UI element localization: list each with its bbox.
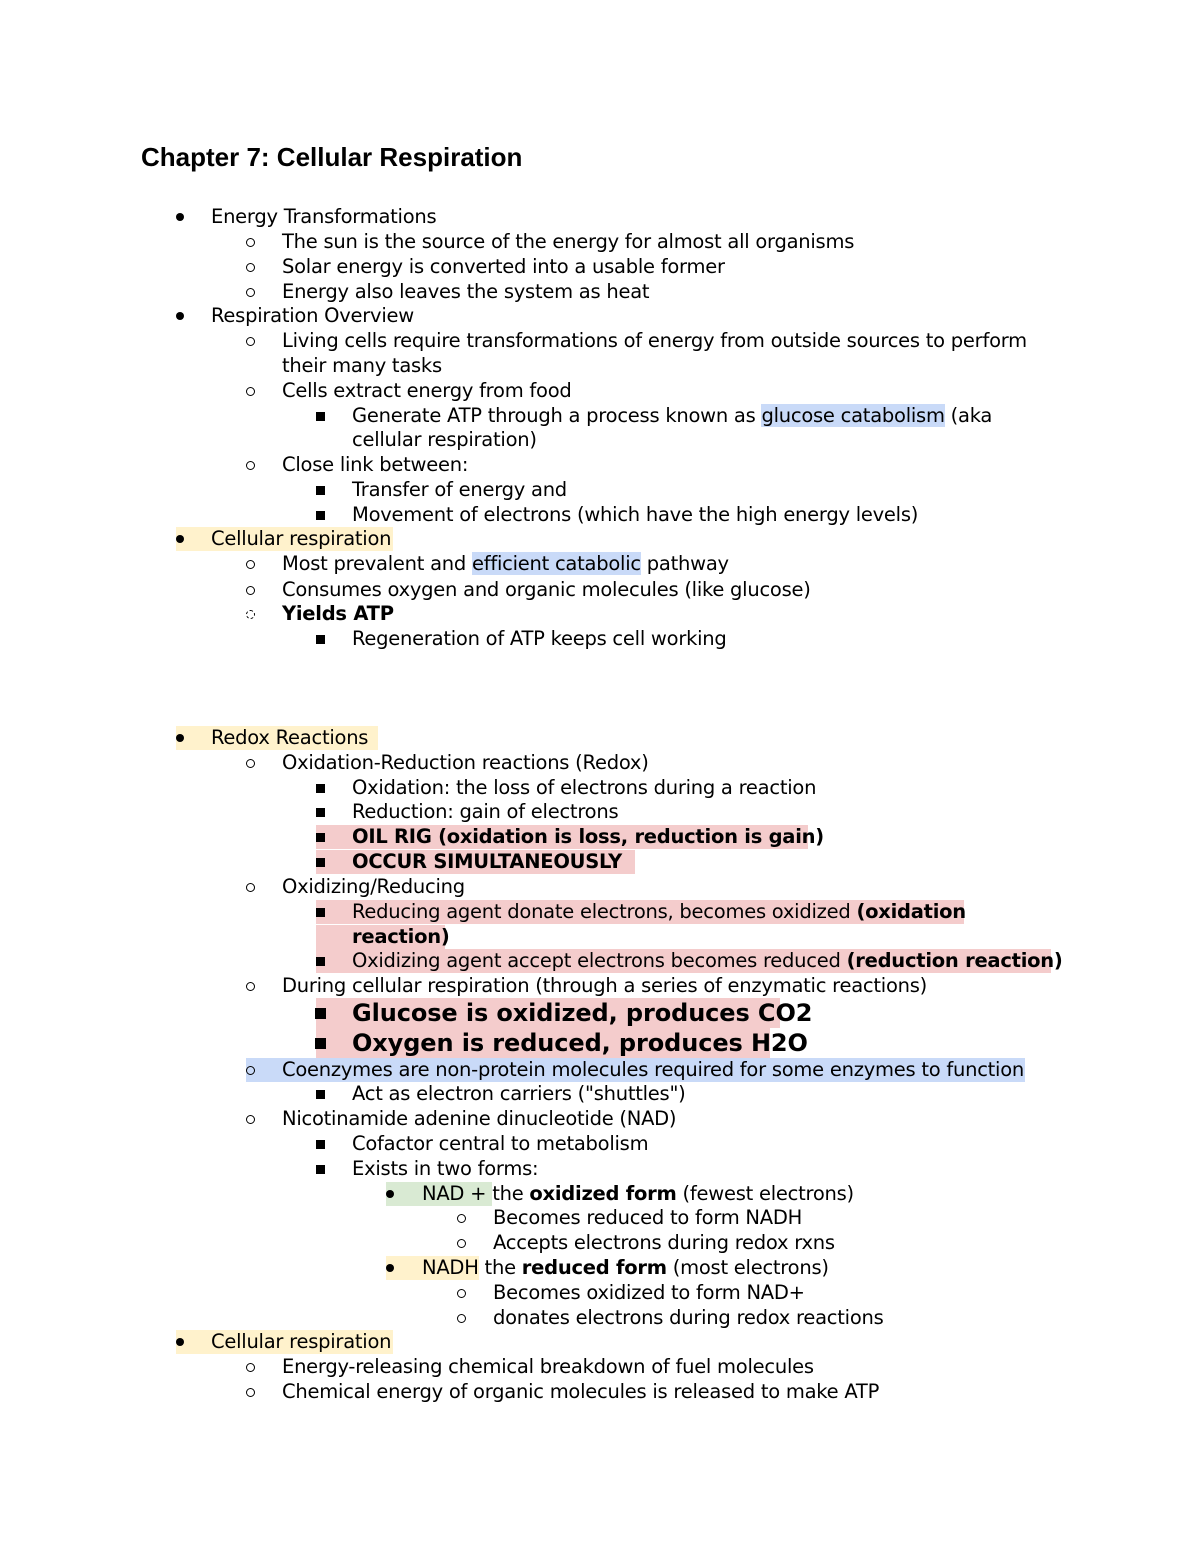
line-text: The sun is the source of the energy for almost all organisms <box>282 230 855 253</box>
item-text <box>352 925 450 949</box>
item-text <box>282 280 649 304</box>
outline-item-oil-rig-oxidation-is-loss-reduction-is-g <box>0 825 1200 849</box>
line-text: donates electrons during redox reactions <box>493 1306 884 1329</box>
outline-item-cellular-respiration <box>0 428 1200 452</box>
line-text: Oxidizing agent accept electrons becomes reduced <box>352 949 847 972</box>
outline-item-oxidation-reduction-reactions-redox <box>0 751 1200 775</box>
outline-item-act-as-electron-carriers-shuttles <box>0 1082 1200 1106</box>
outline-item-reaction <box>0 925 1200 949</box>
item-text <box>282 875 465 899</box>
bullet-circle-icon <box>240 255 260 279</box>
outline-item-chemical-energy-of-organic-molecules-is- <box>0 1380 1200 1404</box>
item-text <box>352 850 622 874</box>
line-text: Respiration Overview <box>211 304 414 327</box>
item-text <box>211 726 368 750</box>
line-text: Cofactor central to metabolism <box>352 1132 649 1155</box>
bullet-circle-icon <box>240 1107 260 1131</box>
item-text <box>352 998 812 1028</box>
bullet-square-icon <box>310 800 330 824</box>
bullet-square-icon <box>310 776 330 800</box>
bullet-disc-icon <box>170 726 190 750</box>
item-text <box>352 1028 808 1058</box>
line-text: Chemical energy of organic molecules is released to make ATP <box>282 1380 880 1403</box>
line-text: Oxidizing/Reducing <box>282 875 465 898</box>
line-text: Cellular respiration <box>211 1330 392 1353</box>
bullet-disc-icon <box>170 304 190 328</box>
line-text: Regeneration of ATP keeps cell working <box>352 627 727 650</box>
item-text <box>282 379 572 403</box>
bullet-circle-icon <box>240 379 260 403</box>
line-text: Becomes reduced to form NADH <box>493 1206 803 1229</box>
line-text: (most electrons) <box>666 1256 829 1279</box>
bullet-square-icon <box>310 1132 330 1156</box>
highlighted-term: efficient catabolic <box>471 552 641 575</box>
line-text: Generate ATP through a process known as <box>352 404 762 427</box>
outline-item-regeneration-of-atp-keeps-cell-working <box>0 627 1200 651</box>
line-text: Movement of electrons (which have the high energy levels) <box>352 503 919 526</box>
bold-text: reaction) <box>352 925 450 948</box>
bullet-disc-icon <box>170 1330 190 1354</box>
bullet-square-icon <box>310 949 330 973</box>
line-text: Most prevalent and <box>282 552 472 575</box>
line-text: OIL RIG (oxidation is loss, reduction is gain) <box>352 825 824 848</box>
line-text: Becomes oxidized to form NAD+ <box>493 1281 805 1304</box>
item-text <box>282 974 927 998</box>
item-text <box>211 304 414 328</box>
bullet-square-icon <box>310 998 330 1028</box>
bullet-circle-icon <box>451 1206 471 1230</box>
bullet-square-icon <box>310 503 330 527</box>
outline-item-becomes-reduced-to-form-nadh <box>0 1206 1200 1230</box>
item-text <box>282 552 729 576</box>
line-text: Oxidation: the loss of electrons during a reaction <box>352 776 817 799</box>
outline-item-living-cells-require-transformations-of- <box>0 329 1200 353</box>
line-text: Oxidation-Reduction reactions (Redox) <box>282 751 649 774</box>
bullet-square-icon <box>310 627 330 651</box>
outline-item-nicotinamide-adenine-dinucleotide-nad <box>0 1107 1200 1131</box>
outline-item-the <box>0 1182 1200 1206</box>
outline-item-becomes-oxidized-to-form-nad <box>0 1281 1200 1305</box>
outline-item-consumes-oxygen-and-organic-molecules-li <box>0 578 1200 602</box>
outline-item-cellular-respiration <box>0 1330 1200 1354</box>
bold-text: (oxidation <box>856 900 966 923</box>
item-text <box>352 1132 648 1156</box>
bullet-square-icon <box>310 404 330 428</box>
outline-item-generate-atp-through-a-process-known-as <box>0 404 1200 428</box>
item-text <box>282 751 649 775</box>
line-text: Redox Reactions <box>211 726 369 749</box>
item-text <box>282 354 442 378</box>
outline-item-oxygen-is-reduced-produces-h2o <box>0 1028 1200 1058</box>
bullet-square-icon <box>310 1028 330 1058</box>
line-text: their many tasks <box>282 354 442 377</box>
line-text: Energy Transformations <box>211 205 437 228</box>
bullet-square-icon <box>310 900 330 924</box>
bullet-square-icon <box>310 825 330 849</box>
outline-item-cofactor-central-to-metabolism <box>0 1132 1200 1156</box>
item-text <box>352 825 824 849</box>
line-text: Accepts electrons during redox rxns <box>493 1231 835 1254</box>
outline-item-glucose-is-oxidized-produces-co2 <box>0 998 1200 1028</box>
line-text: Reduction: gain of electrons <box>352 800 619 823</box>
outline-item-most-prevalent-and <box>0 552 1200 576</box>
item-text <box>352 428 537 452</box>
bullet-circle-icon <box>240 1380 260 1404</box>
line-text: pathway <box>640 552 729 575</box>
bullet-circle-icon <box>240 751 260 775</box>
item-text <box>282 1355 814 1379</box>
outline-item-accepts-electrons-during-redox-rxns <box>0 1231 1200 1255</box>
bullet-circle-icon <box>240 1355 260 1379</box>
outline-item-donates-electrons-during-redox-reactions <box>0 1306 1200 1330</box>
item-text <box>282 255 725 279</box>
line-text: OCCUR SIMULTANEOUSLY <box>352 850 623 873</box>
item-text <box>493 1206 802 1230</box>
item-text <box>352 627 727 651</box>
item-text <box>282 578 811 602</box>
bullet-circle-icon <box>240 453 260 477</box>
item-text <box>211 527 391 551</box>
line-text: Solar energy is converted into a usable former <box>282 255 725 278</box>
bullet-dashed-circle-icon <box>240 602 260 626</box>
item-text <box>352 503 918 527</box>
item-text <box>211 205 436 229</box>
outline-item-movement-of-electrons-which-have-the-hig <box>0 503 1200 527</box>
highlighted-term: NADH <box>422 1256 479 1279</box>
bullet-square-icon <box>310 1157 330 1181</box>
outline-item-respiration-overview <box>0 304 1200 328</box>
line-text: During cellular respiration (through a series of enzymatic reactions) <box>282 974 927 997</box>
line-text: Cellular respiration <box>211 527 392 550</box>
outline-item-oxidation-the-loss-of-electrons-during-a <box>0 776 1200 800</box>
item-text <box>352 1082 686 1106</box>
bold-text: reduced form <box>521 1256 667 1279</box>
outline-item-occur-simultaneously <box>0 850 1200 874</box>
outline-item-reduction-gain-of-electrons <box>0 800 1200 824</box>
line-text: Energy also leaves the system as heat <box>282 280 650 303</box>
bullet-square-icon <box>310 478 330 502</box>
page-title: Chapter 7: Cellular Respiration <box>141 142 523 172</box>
line-text: Yields ATP <box>282 602 394 625</box>
item-text <box>422 1256 829 1280</box>
outline-item-the-sun-is-the-source-of-the-energy-for- <box>0 230 1200 254</box>
item-text <box>282 602 394 626</box>
bullet-disc-icon <box>380 1182 400 1206</box>
item-text <box>282 230 854 254</box>
bullet-disc-icon <box>170 205 190 229</box>
line-text: Glucose is oxidized, produces CO2 <box>352 999 813 1027</box>
line-text: Act as electron carriers ("shuttles") <box>352 1082 686 1105</box>
item-text <box>282 1107 676 1131</box>
item-text <box>422 1182 854 1206</box>
item-text <box>211 1330 391 1354</box>
item-text <box>352 404 992 428</box>
line-text: Coenzymes are non-protein molecules required for some enzymes to function <box>282 1058 1025 1081</box>
bullet-disc-icon <box>170 527 190 551</box>
outline-item-energy-transformations <box>0 205 1200 229</box>
item-text <box>282 453 468 477</box>
outline-item-solar-energy-is-converted-into-a-usable- <box>0 255 1200 279</box>
outline-item-cells-extract-energy-from-food <box>0 379 1200 403</box>
bullet-circle-icon <box>451 1281 471 1305</box>
outline-item-oxidizing-reducing <box>0 875 1200 899</box>
item-text <box>493 1231 835 1255</box>
bullet-circle-icon <box>240 552 260 576</box>
item-text <box>282 1058 1024 1082</box>
line-text: Oxygen is reduced, produces H2O <box>352 1029 808 1057</box>
item-text <box>352 776 816 800</box>
outline-item-cellular-respiration <box>0 527 1200 551</box>
line-text: Close link between: <box>282 453 469 476</box>
item-text <box>352 1157 538 1181</box>
outline-item-oxidizing-agent-accept-electrons-becomes <box>0 949 1200 973</box>
outline-item-redox-reactions <box>0 726 1200 750</box>
outline-item-transfer-of-energy-and <box>0 478 1200 502</box>
outline-item-exists-in-two-forms <box>0 1157 1200 1181</box>
item-text <box>282 1380 879 1404</box>
line-text: Living cells require transformations of energy from outside sources to perform <box>282 329 1027 352</box>
bullet-circle-icon <box>240 578 260 602</box>
bullet-circle-icon <box>451 1306 471 1330</box>
outline-item-their-many-tasks <box>0 354 1200 378</box>
bullet-circle-icon <box>240 1058 260 1082</box>
item-text <box>352 800 618 824</box>
line-text: Reducing agent donate electrons, becomes oxidized <box>352 900 857 923</box>
item-text <box>352 900 966 924</box>
outline-item-energy-releasing-chemical-breakdown-of-f <box>0 1355 1200 1379</box>
line-text: the <box>492 1182 530 1205</box>
outline-item-yields-atp <box>0 602 1200 626</box>
line-text: Nicotinamide adenine dinucleotide (NAD) <box>282 1107 677 1130</box>
line-text: the <box>478 1256 522 1279</box>
item-text <box>282 329 1027 353</box>
bullet-circle-icon <box>240 329 260 353</box>
line-text: (aka <box>944 404 993 427</box>
outline-item-close-link-between <box>0 453 1200 477</box>
highlighted-term: glucose catabolism <box>761 404 945 427</box>
bullet-circle-icon <box>240 280 260 304</box>
line-text: Transfer of energy and <box>352 478 567 501</box>
bullet-circle-icon <box>240 230 260 254</box>
bullet-circle-icon <box>451 1231 471 1255</box>
bullet-square-icon <box>310 1082 330 1106</box>
bold-text: (reduction reaction) <box>846 949 1063 972</box>
item-text <box>493 1306 884 1330</box>
outline-item-during-cellular-respiration-through-a-se <box>0 974 1200 998</box>
line-text: Energy-releasing chemical breakdown of fuel molecules <box>282 1355 814 1378</box>
line-text: Consumes oxygen and organic molecules (like glucose) <box>282 578 811 601</box>
outline-item-energy-also-leaves-the-system-as-heat <box>0 280 1200 304</box>
item-text <box>493 1281 805 1305</box>
bullet-circle-icon <box>240 974 260 998</box>
bullet-disc-icon <box>380 1256 400 1280</box>
bullet-circle-icon <box>240 875 260 899</box>
outline-item-the <box>0 1256 1200 1280</box>
line-text: Cells extract energy from food <box>282 379 572 402</box>
bullet-square-icon <box>310 850 330 874</box>
outline-item-coenzymes-are-non-protein-molecules-requ <box>0 1058 1200 1082</box>
item-text <box>352 949 1063 973</box>
line-text: cellular respiration) <box>352 428 537 451</box>
line-text: Exists in two forms: <box>352 1157 539 1180</box>
bold-text: oxidized form <box>529 1182 677 1205</box>
highlighted-term: NAD + <box>422 1182 493 1205</box>
item-text <box>352 478 567 502</box>
line-text: (fewest electrons) <box>676 1182 854 1205</box>
outline-item-reducing-agent-donate-electrons-becomes- <box>0 900 1200 924</box>
